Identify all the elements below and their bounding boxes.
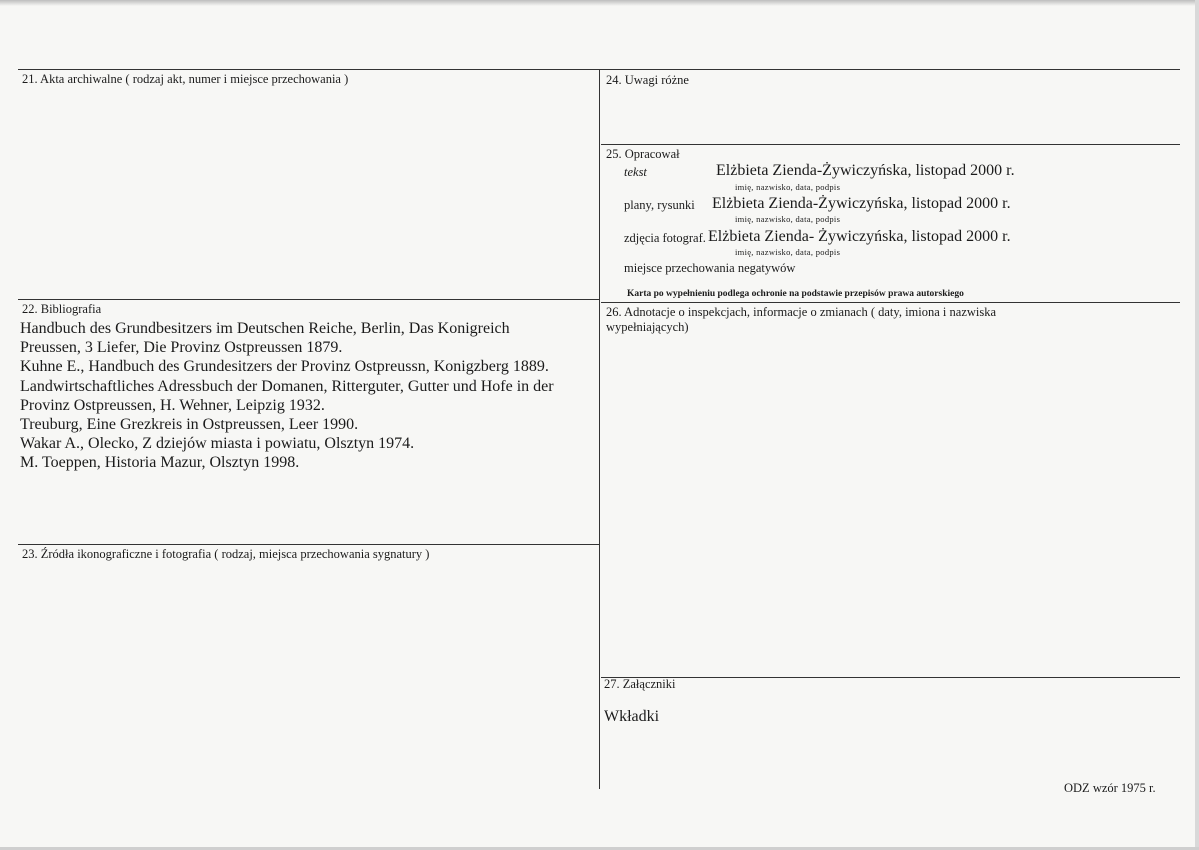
- bibliography-entry: Treuburg, Eine Grezkreis in Ostpreussen, Leer 1990.: [20, 416, 359, 434]
- attachments-value: Wkładki: [604, 708, 660, 725]
- scan-top-edge: [0, 0, 1199, 6]
- bibliography-entry: Landwirtschaftliches Adressbuch der Domanen, Ritterguter, Gutter und Hofe in der: [20, 377, 554, 395]
- section-26-label-line2: wypełniających): [606, 320, 689, 334]
- scan-right-edge: [1195, 0, 1199, 850]
- section-27-label: 27. Załączniki: [604, 677, 676, 691]
- divider-26-27: [601, 677, 1180, 678]
- author-text-value: Elżbieta Zienda-Żywiczyńska, listopad 2000 r.: [716, 162, 1015, 179]
- section-24-label: 24. Uwagi różne: [606, 73, 689, 87]
- author-plans-value: Elżbieta Zienda-Żywiczyńska, listopad 2000 r.: [712, 195, 1011, 212]
- section-23-label: 23. Źródła ikonograficzne i fotografia ( rodzaj, miejsca przechowania sygnatury ): [22, 547, 430, 561]
- form-identifier: ODZ wzór 1975 r.: [1064, 781, 1156, 795]
- author-plans-caption: imię, nazwisko, data, podpis: [735, 214, 841, 224]
- bibliography-entry: Wakar A., Olecko, Z dziejów miasta i powiatu, Olsztyn 1974.: [20, 435, 415, 453]
- author-text-caption: imię, nazwisko, data, podpis: [735, 182, 841, 192]
- divider-22-23: [18, 544, 599, 545]
- bibliography-entry: Kuhne E., Handbuch des Grundesitzers der Provinz Ostpreussn, Konigzberg 1889.: [20, 358, 549, 376]
- section-26-label-line1: 26. Adnotacje o inspekcjach, informacje o zmianach ( daty, imiona i nazwiska: [606, 305, 997, 319]
- bibliography-entry: Preussen, 3 Liefer, Die Provinz Ostpreussen 1879.: [20, 339, 343, 357]
- bibliography-entry: Handbuch des Grundbesitzers im Deutschen Reiche, Berlin, Das Konigreich: [20, 320, 510, 337]
- divider-vertical: [599, 69, 600, 789]
- section-25-label: 25. Opracował: [606, 147, 680, 161]
- section-21-label: 21. Akta archiwalne ( rodzaj akt, numer i miejsce przechowania ): [22, 72, 349, 86]
- divider-24-25: [601, 144, 1180, 145]
- bibliography-entry: M. Toeppen, Historia Mazur, Olsztyn 1998.: [20, 454, 300, 472]
- author-photos-value: Elżbieta Zienda- Żywiczyńska, listopad 2000 r.: [708, 228, 1011, 245]
- author-photos-caption: imię, nazwisko, data, podpis: [735, 247, 841, 257]
- negatives-location-label: miejsce przechowania negatywów: [624, 261, 796, 275]
- author-text-label: tekst: [624, 165, 647, 179]
- section-22-label: 22. Bibliografia: [22, 302, 102, 316]
- bibliography-entry: Provinz Ostpreussen, H. Wehner, Leipzig 1932.: [20, 396, 325, 414]
- divider-25-26: [601, 302, 1180, 303]
- copyright-note: Karta po wypełnieniu podlega ochronie na podstawie przepisów prawa autorskiego: [627, 289, 964, 299]
- bibliography-list: [20, 319, 554, 473]
- author-photos-label: zdjęcia fotograf.: [624, 231, 706, 245]
- divider-21-22: [18, 299, 599, 300]
- author-plans-label: plany, rysunki: [624, 198, 695, 212]
